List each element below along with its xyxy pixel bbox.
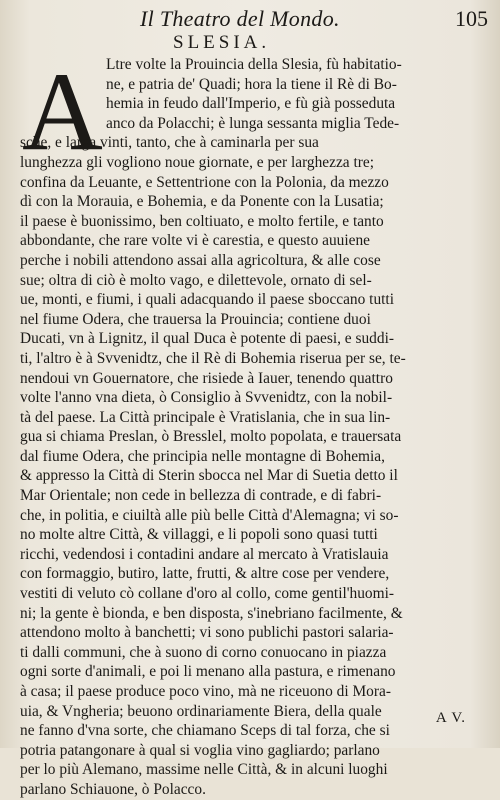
text-line: attendono molto à banchetti; vi sono publichi pastori salaria- [20,624,394,642]
section-heading: SLESIA. [173,32,271,53]
text-line: sue; oltra di ciò è molto vago, e dilettevole, ornato di sel- [20,271,372,289]
running-title: Il Theatro del Mondo. [140,6,340,31]
text-line: parlano Schiauone, ò Polacco. [20,780,206,798]
text-line: ue, monti, e fiumi, i quali adacquando il paese sboccano tutti [20,291,394,309]
text-line: hemia in feudo dall'Imperio, e fù già posseduta [106,95,396,113]
text-line: per lo più Alemano, massime nelle Città, & in alcuni luoghi [20,761,388,779]
text-line: nendoui vn Gouernatore, che risiede à Iauer, tenendo quattro [20,369,393,387]
text-line: potria patangonare à qual si voglia vino gagliardo; parlano [20,741,380,759]
body-text [20,50,480,800]
text-line: volte l'anno vna dieta, ò Consiglio à Svvenidtz, con la nobil- [20,389,393,407]
text-line: uia, & Vngheria; beuono ordinariamente Biera, della quale [20,702,382,720]
text-line: tà del paese. La Città principale è Vratislania, che in sua lin- [20,408,391,426]
text-line: & appresso la Città di Sterin sbocca nel Mar di Suetia detto il [20,467,398,485]
text-line: perche i nobili attendono assai alla agricoltura, & alle cose [20,251,381,269]
text-line: ne, e patria de' Quadi; hora la tiene il Rè di Bo- [106,75,397,93]
text-line: vestiti di veluto cò collane d'oro al collo, come gentil'huomi- [20,585,394,603]
text-line: ti dalli communi, che à suono di corno conuocano in piazza [20,643,387,661]
text-line: dì con la Morauia, e Bohemia, e da Ponente con la Lusatia; [20,193,384,211]
text-line: ne fanno d'vna sorte, che chiamano Sceps di tal forza, che si [20,722,390,740]
text-line: ogni sorte d'animali, e poi li menano alla pastura, e rimenano [20,663,396,681]
text-line: lunghezza gli vogliono noue giornate, e per larghezza tre; [20,153,374,171]
text-line: sche, e larga vinti, tanto, che à caminarla per sua [20,134,319,152]
text-line: gua si chiama Preslan, ò Bresslel, molto popolata, e trauersata [20,428,402,446]
text-line: il paese è buonissimo, ben coltiuato, e molto fertile, e tanto [20,212,384,230]
drop-cap: A [22,50,103,174]
text-line: dal fiume Odera, che principia nelle montagne di Bohemia, [20,447,385,465]
text-line: à casa; il paese produce poco vino, mà ne riceuono di Mora- [20,683,391,700]
text-line: ti, l'altro è à Svvenidtz, che il Rè di Bohemia riserua per se, te- [20,349,406,367]
text-line: con formaggio, butiro, latte, frutti, & altre cose per vendere, [20,565,390,583]
text-line: no molte altre Città, & villaggi, e li popoli sono quasi tutti [20,526,378,544]
text-line: confina da Leuante, e Settentrione con la Polonia, da mezzo [20,173,389,191]
text-line: che, in politia, e ciuiltà alle più belle Città d'Alemagna; vi so- [20,506,399,524]
text-line: abbondante, che rare volte vi è carestia, e questo auuiene [20,232,370,250]
text-line: anco da Polacchi; è lunga sessanta miglia Tede- [106,114,400,132]
text-line: Ducati, vn à Lignitz, il qual Duca è potente di paesi, e suddi- [20,330,394,348]
catchword: A V. [435,710,466,726]
text-line: ni; la gente è bionda, e ben disposta, s'inebriano facilmente, & [20,604,403,622]
text-line: ricchi, vedendosi i contadini andare al mercato à Vratislauia [20,545,389,563]
text-line: Ltre volte la Prouincia della Slesia, fù habitatio- [106,56,402,73]
text-line: nel fiume Odera, che trauersa la Prouincia; contiene duoi [20,310,371,328]
page-number: 105 [455,6,488,31]
text-line: Mar Orientale; non cede in bellezza di contrade, e di fabri- [20,487,382,505]
